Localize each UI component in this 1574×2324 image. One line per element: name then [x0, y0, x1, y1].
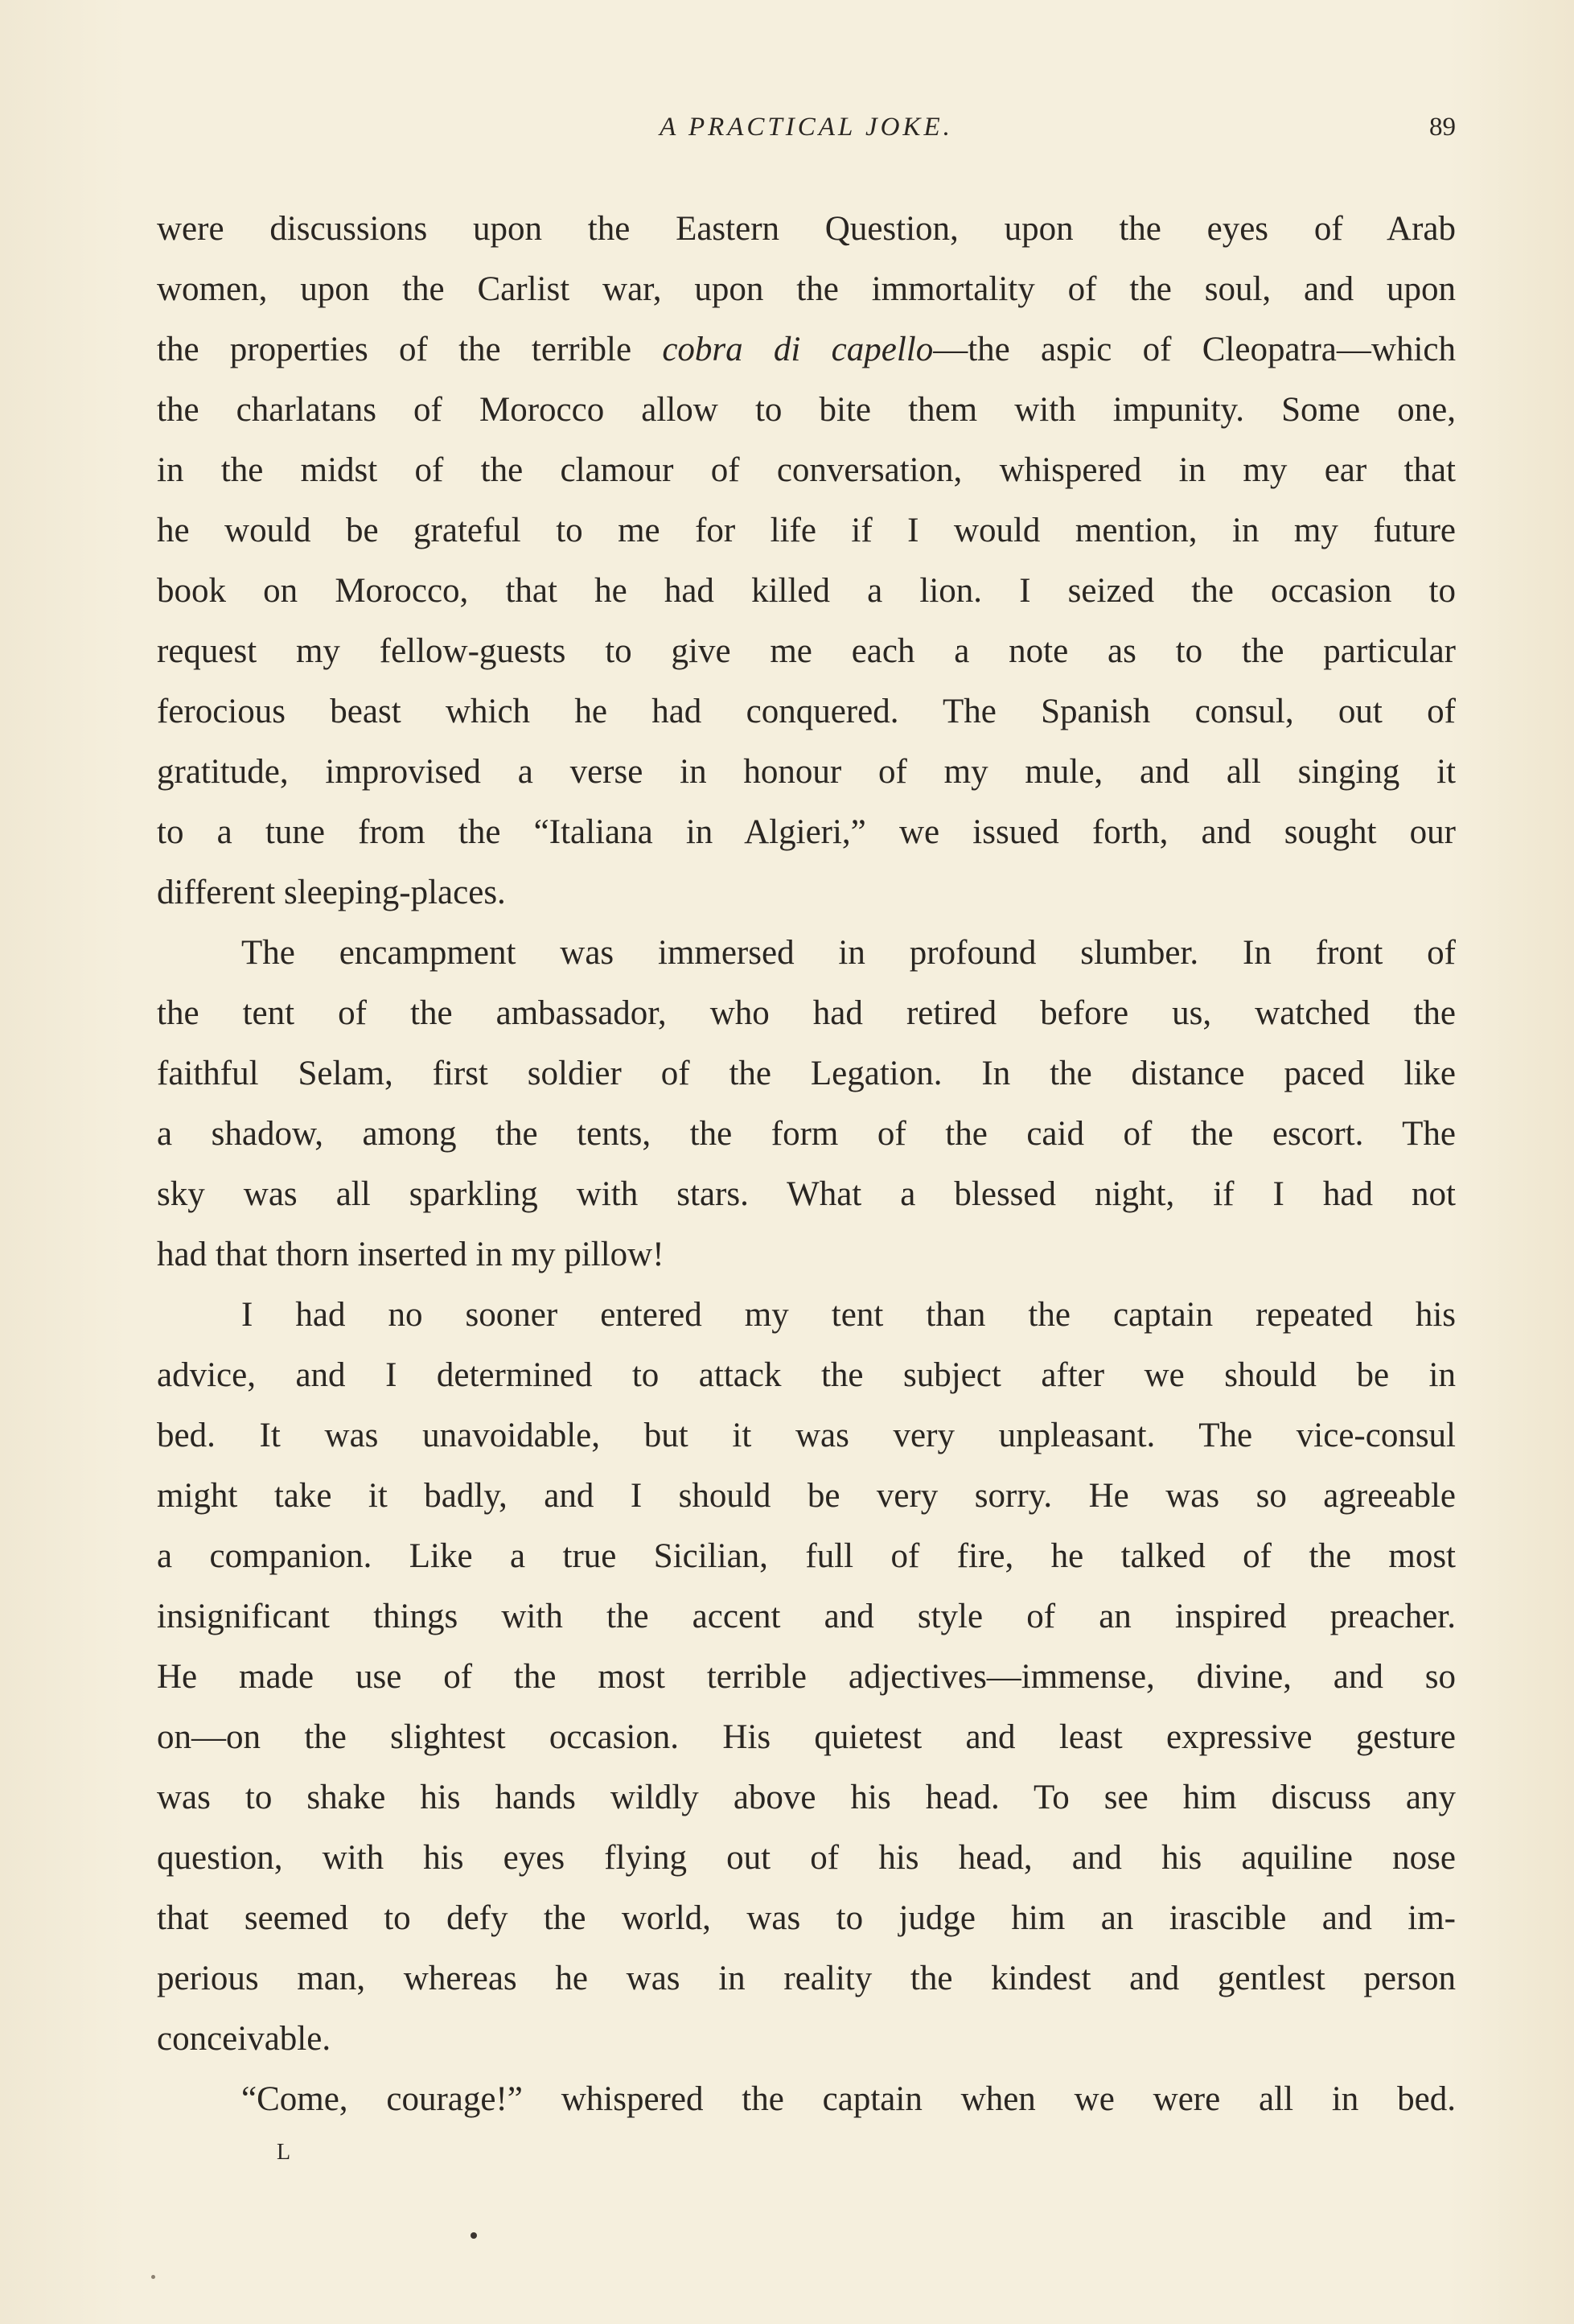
text-line: He made use of the most terrible adjectives—immense, divine, and so	[157, 1658, 1456, 1696]
italic-phrase: cobra di capello	[662, 331, 934, 368]
text-line: insignificant things with the accent and style of an inspired preacher.	[157, 1598, 1456, 1635]
text-line: might take it badly, and I should be very sorry. He was so agreeable	[157, 1477, 1456, 1515]
body-text	[157, 199, 1456, 2129]
text-line: had that thorn inserted in my pillow!	[157, 1236, 664, 1273]
text-line: The encampment was immersed in profound slumber. In front of	[241, 934, 1456, 972]
text-line: conceivable.	[157, 2020, 331, 2058]
text-line: request my fellow-guests to give me each a note as to the particular	[157, 632, 1456, 670]
text-line: the charlatans of Morocco allow to bite them with impunity. Some one,	[157, 391, 1456, 429]
text-line: faithful Selam, first soldier of the Legation. In the distance paced like	[157, 1055, 1456, 1092]
text-line: women, upon the Carlist war, upon the immortality of the soul, and upon	[157, 270, 1456, 308]
text-line: I had no sooner entered my tent than the captain repeated his	[241, 1296, 1456, 1334]
text-line: different sleeping-places.	[157, 874, 506, 911]
text-line-end: —the aspic of Cleopatra—which	[933, 331, 1456, 368]
text-line: the tent of the ambassador, who had retired before us, watched the	[157, 994, 1456, 1032]
text-line: on—on the slightest occasion. His quietest and least expressive gesture	[157, 1718, 1456, 1756]
text-line: was to shake his hands wildly above his head. To see him discuss any	[157, 1779, 1456, 1816]
signature-mark: L	[277, 2140, 291, 2165]
text-line: “Come, courage!” whispered the captain when we were all in bed.	[241, 2080, 1456, 2118]
text-line: a companion. Like a true Sicilian, full of fire, he talked of the most	[157, 1537, 1456, 1575]
text-line: to a tune from the “Italiana in Algieri,” we issued forth, and sought our	[157, 813, 1456, 851]
text-line: in the midst of the clamour of conversation, whispered in my ear that	[157, 451, 1456, 489]
text-line: a shadow, among the tents, the form of the caid of the escort. The	[157, 1115, 1456, 1153]
text-line: sky was all sparkling with stars. What a blessed night, if I had not	[157, 1175, 1456, 1213]
text-line: that seemed to defy the world, was to judge him an irascible and im-	[157, 1899, 1456, 1937]
page-number: 89	[1429, 113, 1456, 142]
text-line: were discussions upon the Eastern Question, upon the eyes of Arab	[157, 210, 1456, 248]
text-line	[157, 319, 1456, 380]
text-line: advice, and I determined to attack the subject after we should be in	[157, 1356, 1456, 1394]
text-line: perious man, whereas he was in reality the kindest and gentlest person	[157, 1960, 1456, 1997]
text-line: ferocious beast which he had conquered. The Spanish consul, out of	[157, 693, 1456, 730]
text-line: book on Morocco, that he had killed a lion. I seized the occasion to	[157, 572, 1456, 610]
ink-speck	[151, 2275, 155, 2279]
text-line: gratitude, improvised a verse in honour of my mule, and all singing it	[157, 753, 1456, 791]
text-line: question, with his eyes flying out of his head, and his aquiline nose	[157, 1839, 1456, 1877]
running-title: A PRACTICAL JOKE.	[660, 113, 953, 142]
text-line-start: the properties of the terrible	[157, 331, 663, 368]
ink-speck	[471, 2232, 477, 2239]
text-line: he would be grateful to me for life if I would mention, in my future	[157, 512, 1456, 549]
text-line: bed. It was unavoidable, but it was very unpleasant. The vice-consul	[157, 1417, 1456, 1454]
running-head	[157, 113, 1456, 153]
